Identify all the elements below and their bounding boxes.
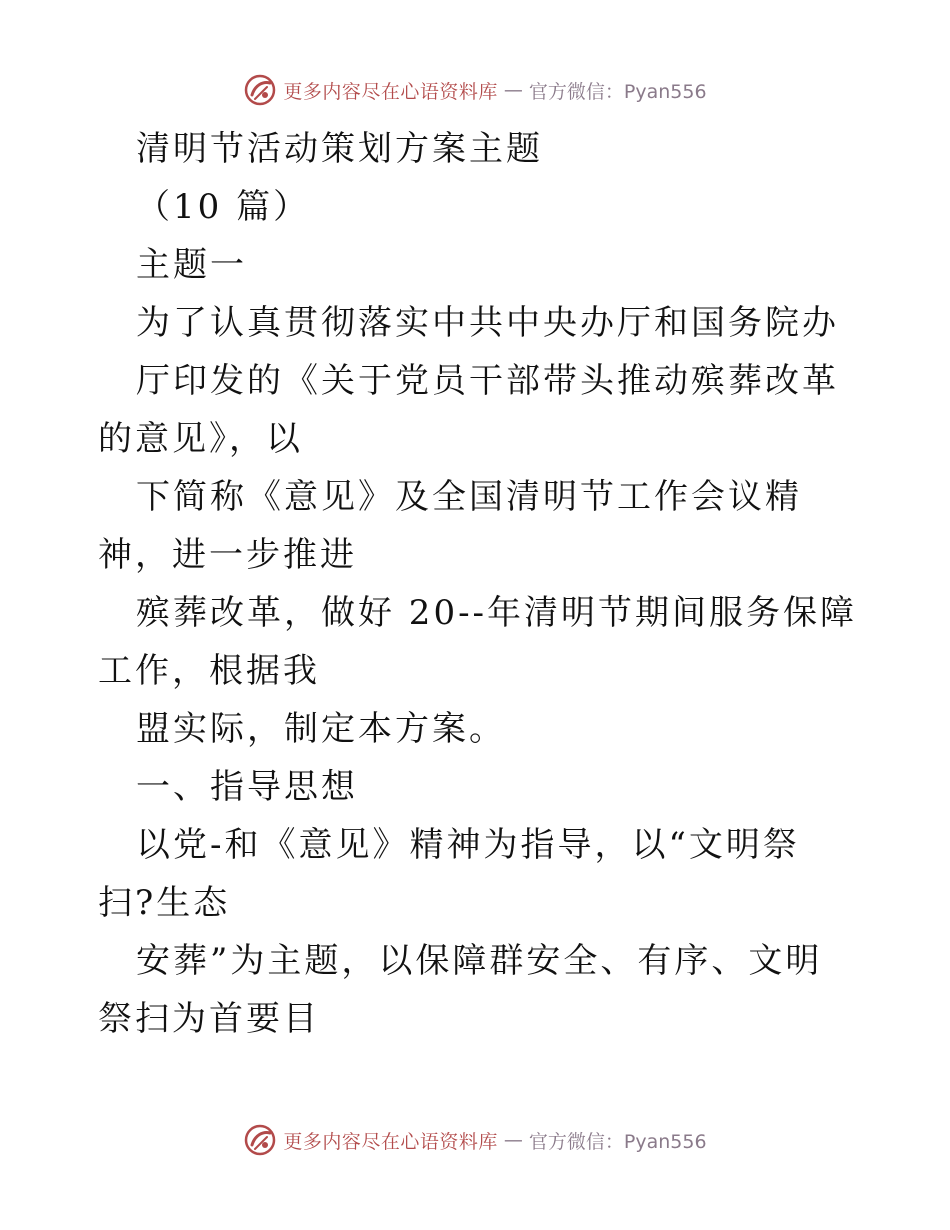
- seal-logo-icon: [243, 73, 277, 107]
- document-subtitle: （10 篇）: [136, 187, 311, 227]
- paragraph-line: 安葬”为主题，以保障群安全、有序、文明祭扫为首要目: [98, 941, 823, 1039]
- banner-separator: —: [503, 79, 523, 101]
- paragraph-line: 盟实际，制定本方案。: [136, 709, 506, 749]
- paragraph-line: 以党-和《意见》精神为指导，以“文明祭扫?生态: [98, 825, 800, 923]
- paragraph-line: 下简称《意见》及全国清明节工作会议精神，进一步推进: [98, 477, 802, 575]
- banner-site-text: 更多内容尽在心语资料库: [283, 1130, 498, 1153]
- section-label: 主题一: [136, 245, 247, 285]
- seal-logo-icon: [243, 1123, 277, 1157]
- paragraph-line: 殡葬改革，做好 20--年清明节期间服务保障工作，根据我: [98, 593, 858, 691]
- header-banner: [0, 70, 950, 110]
- document-body: [98, 120, 858, 1048]
- banner-contact-text: 官方微信：Pyan556: [528, 80, 707, 103]
- paragraph-line: 厅印发的《关于党员干部带头推动殡葬改革的意见》，以: [98, 361, 839, 459]
- banner-contact-text: 官方微信：Pyan556: [528, 1130, 707, 1153]
- paragraph-line: 为了认真贯彻落实中共中央办厅和国务院办: [136, 303, 839, 343]
- section-heading: 一、指导思想: [136, 767, 358, 807]
- banner-separator: —: [503, 1129, 523, 1151]
- footer-banner: [0, 1120, 950, 1160]
- banner-site-text: 更多内容尽在心语资料库: [283, 80, 498, 103]
- document-title: 清明节活动策划方案主题: [136, 129, 543, 169]
